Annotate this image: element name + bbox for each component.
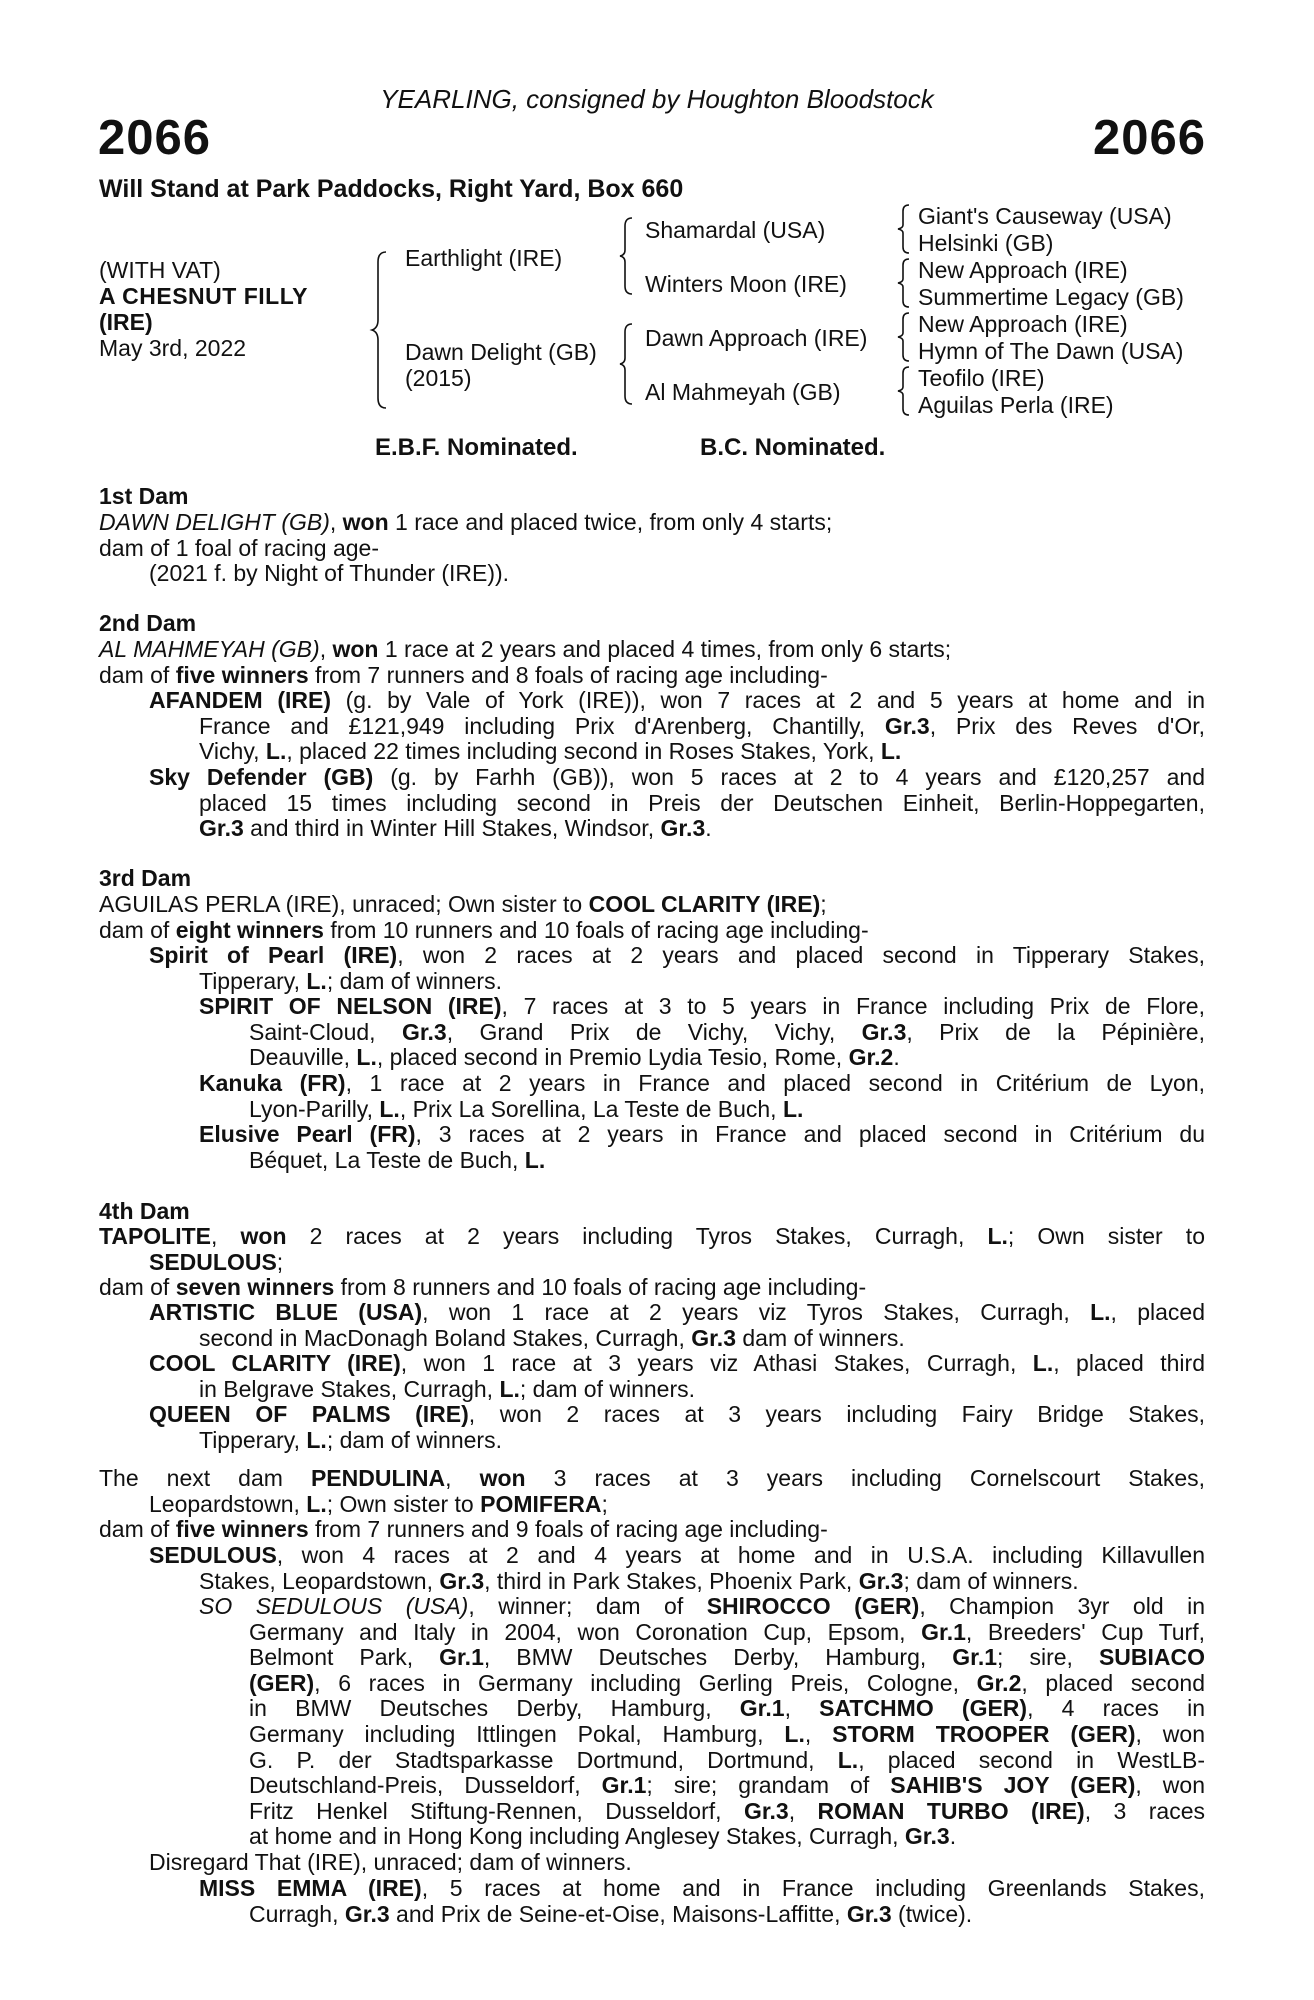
spirit-of-nelson-entry: SPIRIT OF NELSON (IRE), 7 races at 3 to 5 years in France including Prix de Flore, Saint-Cloud, Gr.3, Grand Prix de Vichy, Vichy, Gr.3, Prix de la Pépinière, Deauville, L., placed second in Premio Lydia Tesio, Rome, Gr.2. (199, 993, 1205, 1071)
pedigree-gg-3: New Approach (IRE) (918, 257, 1128, 283)
cool-clarity-entry: COOL CLARITY (IRE), won 1 race at 3 years viz Athasi Stakes, Curragh, L., placed third in Belgrave Stakes, Curragh, L.; dam of winners. (149, 1350, 1205, 1402)
pedigree-sire-dam: Winters Moon (IRE) (645, 271, 847, 297)
horse-origin: (IRE) (99, 309, 153, 335)
fourth-dam-heading: 4th Dam (99, 1198, 190, 1224)
pedigree-dam-year: (2015) (405, 365, 472, 391)
sky-defender-entry: Sky Defender (GB) (g. by Farhh (GB)), won 5 races at 2 to 4 years and £120,257 and placed 15 times including second in Preis der Deutschen Einheit, Berlin-Hoppegarten, Gr.3 and third in Winter Hill Stakes, Windsor, Gr.3. (149, 764, 1205, 842)
so-sedulous-entry: SO SEDULOUS (USA), winner; dam of SHIROCCO (GER), Champion 3yr old in Germany and Italy in 2004, won Coronation Cup, Epsom, Gr.1, Breeders' Cup Turf, Belmont Park, Gr.1, BMW Deutsches Derby, Hamburg, Gr.1; sire, SUBIACO (GER), 6 races in Germany including Gerling Preis, Cologne, Gr.2, placed second in BMW Deutsches Derby, Hamburg, Gr.1, SATCHMO (GER), 4 races in Germany including Ittlingen Pokal, Hamburg, L., STORM TROOPER (GER), won G. P. der Stadtsparkasse Dortmund, Dortmund, L., placed second in WestLB- Deutschland-Preis, Dusseldorf, Gr.1; sire; grandam of SAHIB'S JOY (GER), won Fritz Henkel Stiftung-Rennen, Dusseldorf, Gr.3, ROMAN TURBO (IRE), 3 races at home and in Hong Kong including Anglesey Stakes, Curragh, Gr.3. (199, 1593, 1205, 1850)
artistic-blue-entry: ARTISTIC BLUE (USA), won 1 race at 2 years viz Tyros Stakes, Curragh, L., placed second in MacDonagh Boland Stakes, Curragh, Gr.3 dam of winners. (149, 1299, 1205, 1351)
miss-emma-entry: MISS EMMA (IRE), 5 races at home and in France including Greenlands Stakes, Curragh, Gr.3 and Prix de Seine-et-Oise, Maisons-Laffitte, Gr.3 (twice). (199, 1875, 1205, 1927)
pedigree-gg-2: Helsinki (GB) (918, 230, 1054, 256)
pedigree-brace-sire (620, 216, 636, 296)
pedigree-gg-5: New Approach (IRE) (918, 311, 1128, 337)
first-dam-produce: dam of 1 foal of racing age- (99, 534, 379, 561)
bc-nomination: B.C. Nominated. (700, 434, 886, 461)
pedigree-brace-main (372, 250, 392, 410)
first-dam-foal: (2021 f. by Night of Thunder (IRE)). (149, 560, 510, 587)
pedigree-dam-dam: Al Mahmeyah (GB) (645, 379, 841, 405)
stabling-line: Will Stand at Park Paddocks, Right Yard, Box 660 (99, 175, 684, 203)
pedigree-sire-sire: Shamardal (USA) (645, 217, 826, 243)
foaling-date: May 3rd, 2022 (99, 335, 247, 361)
pedigree-brace-g12 (898, 203, 912, 255)
pedigree-brace-dam (620, 322, 636, 406)
consignment-line: YEARLING, consigned by Houghton Bloodstock (380, 84, 934, 114)
disregard-that-entry: Disregard That (IRE), unraced; dam of winners. (149, 1849, 632, 1875)
second-dam-line: AL MAHMEYAH (GB), won 1 race at 2 years and placed 4 times, from only 6 starts; (99, 636, 952, 662)
sky-defender-name: Sky Defender (GB) (149, 764, 374, 790)
vat-label: (WITH VAT) (99, 257, 221, 283)
sedulous-entry: SEDULOUS, won 4 races at 2 and 4 years at home and in U.S.A. including Killavullen Stakes, Leopardstown, Gr.3, third in Park Stakes, Phoenix Park, Gr.3; dam of winners. (149, 1542, 1205, 1594)
afandem-name: AFANDEM (IRE) (149, 687, 332, 713)
second-dam-heading: 2nd Dam (99, 610, 197, 636)
elusive-pearl-entry: Elusive Pearl (FR), 3 races at 2 years in France and placed second in Critérium du Béquet, La Teste de Buch, L. (199, 1121, 1205, 1173)
fourth-dam-section: TAPOLITE, won 2 races at 2 years including Tyros Stakes, Curragh, L.; Own sister to SEDULOUS; dam of seven winners from 8 runners and 10 foals of racing age including- (99, 1223, 1205, 1301)
pedigree-brace-g56 (898, 311, 912, 363)
next-dam-section: The next dam PENDULINA, won 3 races at 3 years including Cornelscourt Stakes, Leopardstown, L.; Own sister to POMIFERA; dam of five winners from 7 runners and 9 foals of racing age including- (99, 1465, 1206, 1543)
ebf-nomination: E.B.F. Nominated. (375, 434, 578, 461)
pedigree-sire: Earthlight (IRE) (405, 245, 563, 271)
afandem-entry: AFANDEM (IRE) (g. by Vale of York (IRE)), won 7 races at 2 and 5 years at home and in France and £121,949 including Prix d'Arenberg, Chantilly, Gr.3, Prix des Reves d'Or, Vichy, L., placed 22 times including second in Roses Stakes, York, L. (149, 687, 1205, 765)
first-dam-heading: 1st Dam (99, 483, 189, 509)
pedigree-gg-7: Teofilo (IRE) (918, 365, 1045, 391)
third-dam-heading: 3rd Dam (99, 865, 192, 891)
first-dam-line: DAWN DELIGHT (GB), won 1 race and placed twice, from only 4 starts; (99, 509, 833, 535)
second-dam-section (99, 637, 1205, 688)
horse-name: A CHESNUT FILLY (99, 283, 308, 309)
queen-of-palms-entry: QUEEN OF PALMS (IRE), won 2 races at 3 years including Fairy Bridge Stakes, Tipperary, L.; dam of winners. (149, 1401, 1205, 1453)
lot-number-right: 2066 (1092, 111, 1206, 165)
pedigree-brace-g78 (898, 365, 912, 417)
pedigree-dam-sire: Dawn Approach (IRE) (645, 325, 868, 351)
pedigree-gg-4: Summertime Legacy (GB) (918, 284, 1184, 310)
pedigree-gg-1: Giant's Causeway (USA) (918, 203, 1172, 229)
pedigree-gg-6: Hymn of The Dawn (USA) (918, 338, 1184, 364)
second-dam-produce: dam of five winners from 7 runners and 8 foals of racing age including- (99, 661, 828, 688)
third-dam-section: AGUILAS PERLA (IRE), unraced; Own sister to COOL CLARITY (IRE); dam of eight winners from 10 runners and 10 foals of racing age including- (99, 891, 869, 943)
kanuka-entry: Kanuka (FR), 1 race at 2 years in France and placed second in Critérium de Lyon, Lyon-Parilly, L., Prix La Sorellina, La Teste de Buch, L. (199, 1070, 1206, 1122)
first-dam-section (99, 510, 1205, 587)
dam-name: DAWN DELIGHT (GB) (99, 509, 330, 535)
pedigree-dam: Dawn Delight (GB) (405, 339, 597, 365)
spirit-of-pearl-entry: Spirit of Pearl (IRE), won 2 races at 2 years and placed second in Tipperary Stakes, Tipperary, L.; dam of winners. (149, 942, 1205, 994)
lot-number-left: 2066 (98, 111, 212, 165)
pedigree-gg-8: Aguilas Perla (IRE) (918, 392, 1114, 418)
pedigree-brace-g34 (898, 257, 912, 309)
